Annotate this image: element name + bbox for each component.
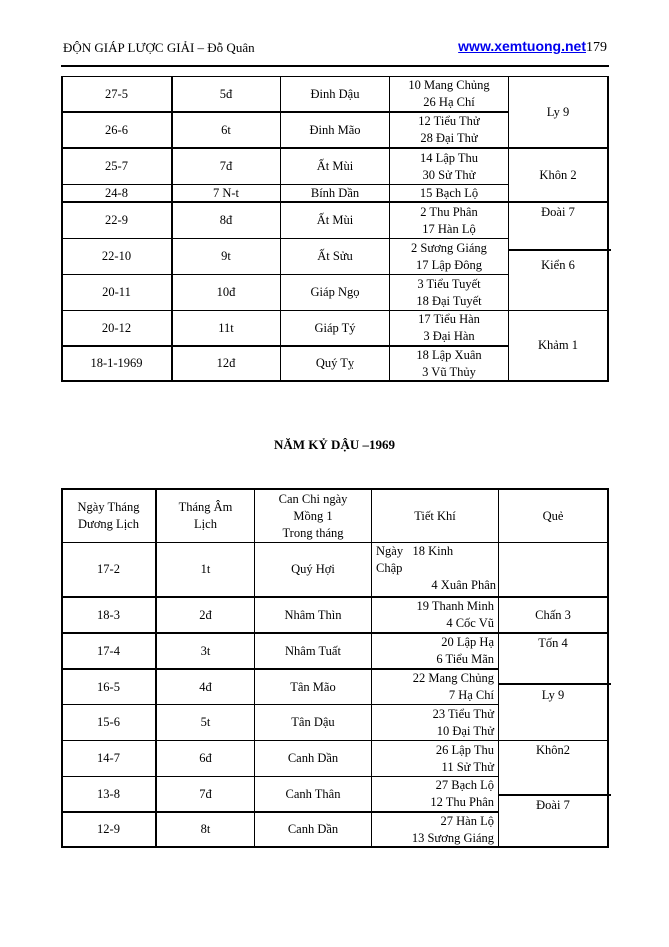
cell-can-chi: Canh Thân — [285, 786, 341, 801]
header-tiet-khi: Tiết Khí — [414, 508, 456, 523]
cell-can-chi: Ất Sửu — [317, 249, 353, 263]
header-right — [458, 38, 607, 56]
cell-am-lich: 1t — [200, 562, 211, 576]
tiet-khi-line: 10 Đại Thử — [436, 723, 494, 738]
cell-duong-lich: 13-8 — [97, 786, 120, 801]
cell-can-chi: Bính Dần — [310, 185, 360, 200]
cell-can-chi: Giáp Tý — [314, 320, 356, 335]
tiet-khi-line: 17 Lập Đông — [416, 257, 482, 272]
tiet-khi-line: 15 Bạch Lộ — [419, 185, 479, 200]
cell-am-lich: 2đ — [199, 607, 212, 622]
tiet-khi-line: 19 Thanh Minh — [416, 599, 494, 613]
table-border — [61, 380, 609, 382]
tiet-khi-line: 22 Mang Chủng — [412, 671, 494, 685]
cell-duong-lich: 17-2 — [97, 562, 120, 576]
cell-tiet-khi — [372, 598, 498, 632]
cell-can-chi: Tân Mão — [290, 679, 336, 694]
tiet-khi-line: 30 Sử Thử — [422, 167, 476, 182]
cell-tiet-khi — [390, 311, 508, 345]
cell-que: Kiển 6 — [541, 258, 575, 272]
website-link[interactable]: www.xemtuong.net — [458, 38, 586, 54]
cell-duong-lich: 20-11 — [102, 285, 131, 299]
tiet-khi-line: 17 Hàn Lộ — [422, 221, 476, 236]
cell-tiet-khi — [390, 149, 508, 184]
cell-tiet-khi — [390, 203, 508, 238]
header-can-chi — [255, 490, 371, 542]
cell-can-chi: Canh Dần — [287, 822, 339, 836]
tiet-khi-line: 18 Lập Xuân — [416, 347, 482, 362]
cell-duong-lich: 15-6 — [97, 715, 120, 729]
cell-can-chi: Quý Hợi — [291, 562, 335, 576]
cell-tiet-khi — [390, 77, 508, 111]
cell-duong-lich: 17-4 — [97, 643, 120, 658]
tiet-khi-line: 3 Vũ Thủy — [422, 364, 476, 379]
cell-am-lich: 11t — [218, 320, 234, 335]
cell-can-chi: Canh Dần — [287, 751, 339, 765]
cell-can-chi: Nhâm Thìn — [284, 607, 342, 622]
tiet-khi-line: 3 Tiểu Tuyết — [417, 276, 481, 291]
header-line: Ngày Tháng — [77, 500, 140, 514]
cell-que: Ly 9 — [546, 104, 570, 119]
cell-can-chi: Quý Tỵ — [315, 356, 355, 370]
tiet-khi-line: 2 Sương Giáng — [411, 240, 487, 255]
cell-duong-lich: 18-3 — [97, 607, 120, 622]
cell-can-chi: Đinh Dậu — [310, 86, 360, 101]
tiet-khi-line: 3 Đại Hàn — [423, 329, 475, 343]
document-title: ĐỘN GIÁP LƯỢC GIẢI – Đỗ Quân — [63, 40, 255, 55]
tiet-khi-line: Ngày 18 Kinh — [376, 544, 454, 558]
cell-am-lich: 3t — [200, 643, 211, 658]
header-rule — [61, 65, 609, 67]
cell-tiet-khi — [390, 275, 508, 310]
cell-am-lich: 5t — [200, 715, 211, 729]
tiet-khi-line: 27 Bạch Lộ — [435, 778, 494, 792]
cell-duong-lich: 27-5 — [105, 86, 128, 101]
tiet-khi-line: 27 Hàn Lộ — [440, 813, 494, 828]
tiet-khi-line: 26 Hạ Chí — [423, 95, 475, 109]
cell-can-chi: Ất Mùi — [316, 159, 354, 173]
header-line: Trong tháng — [282, 525, 344, 540]
table-border — [61, 846, 609, 848]
tiet-khi-line: 4 Xuân Phân — [431, 578, 496, 592]
cell-duong-lich: 20-12 — [101, 320, 132, 335]
tiet-khi-line: 12 Thu Phân — [430, 795, 494, 809]
header-line: Can Chi ngày — [278, 491, 348, 506]
cell-am-lich: 8t — [200, 822, 211, 836]
cell-que: Đoài 7 — [536, 798, 570, 812]
cell-que: Ly 9 — [541, 688, 565, 702]
cell-tiet-khi — [376, 543, 496, 596]
cell-duong-lich: 14-7 — [97, 751, 120, 765]
cell-tiet-khi — [372, 741, 498, 776]
header-am-lich — [157, 490, 254, 542]
header-line: Mồng 1 — [293, 508, 333, 523]
cell-tiet-khi — [390, 347, 508, 380]
header-que: Quẻ — [542, 508, 564, 523]
cell-can-chi: Nhâm Tuất — [285, 643, 341, 658]
cell-tiet-khi — [372, 813, 498, 846]
tiet-khi-line: 10 Mang Chủng — [408, 78, 490, 92]
tiet-khi-line: 6 Tiểu Mãn — [436, 652, 494, 666]
cell-am-lich: 12đ — [216, 356, 236, 370]
header-line: Tháng Âm — [178, 500, 233, 514]
cell-duong-lich: 22-9 — [105, 213, 128, 227]
section-title: NĂM KỶ DẬU –1969 — [274, 437, 395, 452]
cell-am-lich: 5đ — [219, 86, 233, 101]
cell-am-lich: 10đ — [216, 285, 236, 299]
cell-can-chi: Đinh Mão — [309, 122, 361, 137]
cell-tiet-khi — [372, 705, 498, 740]
header-line: Dương Lịch — [78, 517, 139, 531]
cell-duong-lich: 12-9 — [97, 822, 120, 836]
page-number: 179 — [586, 40, 607, 55]
tiet-khi-line: 26 Lập Thu — [435, 742, 494, 757]
cell-am-lich: 6đ — [199, 751, 212, 765]
cell-duong-lich: 16-5 — [97, 679, 120, 694]
cell-am-lich: 7 N-t — [212, 185, 240, 200]
tiet-khi-line: 11 Sử Thử — [441, 759, 494, 774]
cell-am-lich: 4đ — [199, 679, 212, 694]
tiet-khi-line: Chập — [376, 561, 403, 575]
cell-tiet-khi — [372, 670, 498, 704]
cell-que: Đoài 7 — [541, 205, 575, 219]
tiet-khi-line: 18 Đại Tuyết — [416, 293, 482, 308]
cell-can-chi: Giáp Ngọ — [310, 285, 360, 299]
cell-tiet-khi — [390, 113, 508, 147]
tiet-khi-line: 12 Tiểu Thử — [418, 114, 480, 128]
cell-tiet-khi — [372, 634, 498, 668]
cell-duong-lich: 24-8 — [105, 185, 128, 200]
cell-que: Khôn2 — [535, 743, 571, 757]
tiet-khi-line: 13 Sương Giáng — [411, 830, 494, 845]
tiet-khi-line: 2 Thu Phân — [420, 204, 478, 219]
cell-que: Chấn 3 — [535, 607, 571, 622]
cell-que: Khảm 1 — [538, 338, 578, 352]
table-gridline — [508, 249, 611, 251]
tiet-khi-line: 17 Tiểu Hàn — [418, 312, 480, 326]
cell-que: Khôn 2 — [539, 167, 577, 182]
tiet-khi-line: 28 Đại Thử — [420, 131, 478, 145]
cell-am-lich: 8đ — [219, 213, 233, 227]
table-border — [607, 76, 609, 382]
tiet-khi-line: 7 Hạ Chí — [448, 688, 494, 702]
cell-duong-lich: 26-6 — [105, 122, 128, 137]
cell-duong-lich: 18-1-1969 — [90, 356, 143, 370]
header-duong-lich — [62, 490, 155, 542]
cell-duong-lich: 22-10 — [101, 249, 132, 263]
cell-can-chi: Ất Mùi — [316, 213, 354, 227]
table-gridline — [498, 683, 611, 685]
tiet-khi-line: 23 Tiểu Thử — [432, 706, 494, 721]
cell-tiet-khi — [390, 185, 508, 201]
tiet-khi-line: 4 Cốc Vũ — [446, 616, 494, 630]
header-line: Lịch — [194, 517, 217, 531]
cell-tiet-khi — [372, 777, 498, 811]
tiet-khi-line: 14 Lập Thu — [419, 150, 479, 165]
cell-am-lich: 9t — [221, 249, 231, 263]
cell-am-lich: 6t — [221, 122, 231, 137]
cell-tiet-khi — [390, 239, 508, 274]
cell-am-lich: 7đ — [199, 786, 212, 801]
cell-can-chi: Tân Dậu — [291, 715, 335, 729]
cell-duong-lich: 25-7 — [105, 159, 128, 173]
cell-am-lich: 7đ — [219, 159, 233, 173]
tiet-khi-line: 20 Lập Hạ — [441, 635, 494, 649]
cell-que: Tốn 4 — [538, 636, 568, 650]
